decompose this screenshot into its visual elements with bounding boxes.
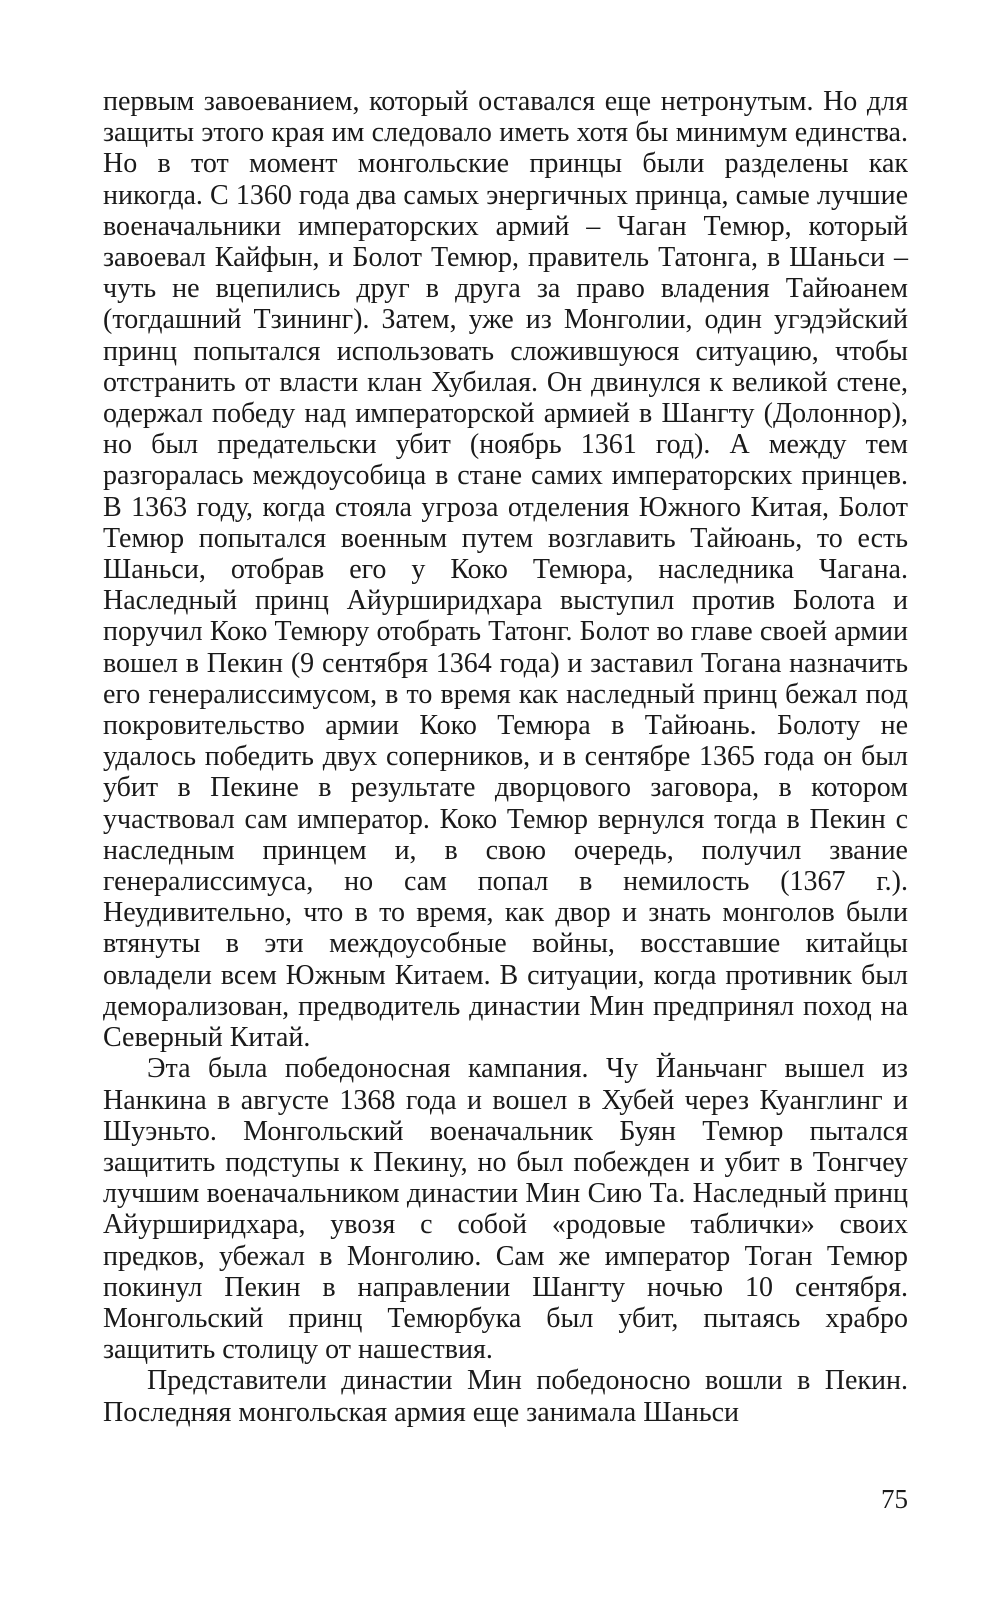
paragraph-3: Представители династии Мин победоносно вошли в Пекин. Последняя монгольская армия еще занимала Шаньси (103, 1365, 908, 1428)
paragraph-2: Эта была победоносная кампания. Чу Йаньчанг вышел из Нанкина в августе 1368 года и вошел в Хубей через Куанглинг и Шуэньто. Монгольский военачальник Буян Темюр пытался защитить подступы к Пекину, но был побежден и убит в Тонгчеу лучшим военачальником династии Мин Сию Та. Наследный принц Айурширидхара, увозя с собой «родовые таблички» своих предков, убежал в Монголию. Сам же император Тоган Темюр покинул Пекин в направлении Шангту ночью 10 сентября. Монгольский принц Темюрбука был убит, пытаясь храбро защитить столицу от нашествия. (103, 1053, 908, 1366)
paragraph-1: первым завоеванием, который оставался еще нетронутым. Но для защиты этого края им следовало иметь хотя бы минимум единства. Но в тот момент монгольские принцы были разделены как никогда. С 1360 года два самых энергичных принца, самые лучшие военачальники императорских армий – Чаган Темюр, который завоевал Кайфын, и Болот Темюр, правитель Татонга, в Шаньси – чуть не вцепились друг в друга за право владения Тайюанем (тогдашний Тзининг). Затем, уже из Монголии, один угэдэйский принц попытался использовать сложившуюся ситуацию, чтобы отстранить от власти клан Хубилая. Он двинулся к великой стене, одержал победу над императорской армией в Шангту (Долоннор), но был предательски убит (ноябрь 1361 год). А между тем разгоралась междоусобица в стане самих императорских принцев. В 1363 году, когда стояла угроза отделения Южного Китая, Болот Темюр попытался военным путем возглавить Тайюань, то есть Шаньси, отобрав его у Коко Темюра, наследника Чагана. Наследный принц Айурширидхара выступил против Болота и поручил Коко Темюру отобрать Татонг. Болот во главе своей армии вошел в Пекин (9 сентября 1364 года) и заставил Тогана назначить его генералиссимусом, в то время как наследный принц бежал под покровительство армии Коко Темюра в Тайюань. Болоту не удалось победить двух соперников, и в сентябре 1365 года он был убит в Пекине в результате дворцового заговора, в котором участвовал сам император. Коко Темюр вернулся тогда в Пекин с наследным принцем и, в свою очередь, получил звание генералиссимуса, но сам попал в немилость (1367 г.). Неудивительно, что в то время, как двор и знать монголов были втянуты в эти междоусобные войны, восставшие китайцы овладели всем Южным Китаем. В ситуации, когда противник был деморализован, предводитель династии Мин предпринял поход на Северный Китай. (103, 86, 908, 1054)
page-number: 75 (881, 1484, 908, 1514)
body-text (103, 86, 908, 1428)
